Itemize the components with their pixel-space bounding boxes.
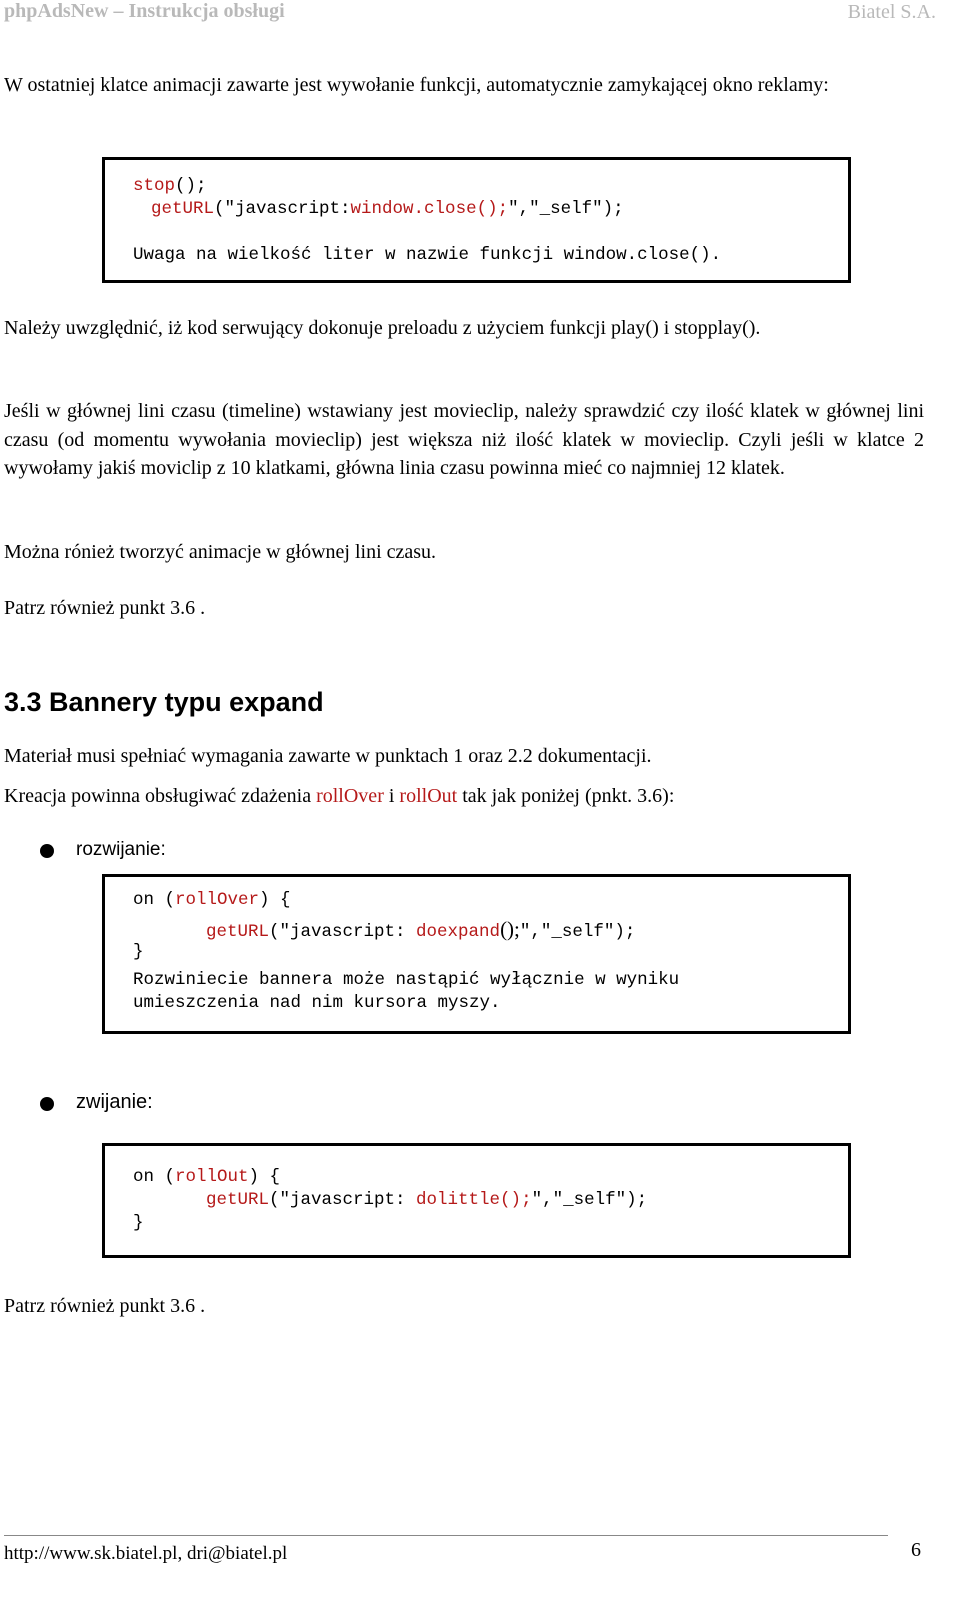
code-line-on-rollover: on (rollOver) { (133, 890, 291, 910)
timeline-paragraph: Jeśli w głównej lini czasu (timeline) wstawiany jest movieclip, należy sprawdzić czy ilość klatek w głównej lini czasu (od momentu wywołania movieclip) jest większa niż ilość klatek w movieclip. Czyli jeśli w klatce 2 wywołamy jakiś moviclip z 10 klatkami, główna linia czasu powinna mieć co najmniej 12 klatek. (4, 400, 924, 479)
expand-label: rozwijanie: (76, 839, 166, 860)
requirements-paragraph: Materiał musi spełniać wymagania zawarte w punktach 1 oraz 2.2 dokumentacji. (4, 745, 652, 767)
code-line-close-brace: } (133, 942, 144, 962)
stop-keyword: stop (133, 176, 176, 196)
expand-note-line1: Rozwiniecie bannera może nastąpić wyłącznie w wyniku (133, 970, 680, 990)
dolittle-call: dolittle(); (416, 1190, 532, 1210)
code-line-on-rollout: on (rollOut) { (133, 1167, 281, 1187)
expand-note-line2: umieszczenia nad nim kursora myszy. (133, 993, 501, 1013)
geturl-keyword: getURL (151, 199, 215, 219)
code-line-geturl-collapse: getURL("javascript: dolittle();","_self"); (206, 1190, 648, 1210)
document-title: phpAdsNew – Instrukcja obsługi (4, 0, 285, 22)
code-box-collapse (102, 1143, 851, 1258)
see-also-reference: Patrz również punkt 3.6 . (4, 1295, 206, 1317)
footer-contact: http://www.sk.biatel.pl, dri@biatel.pl (4, 1543, 288, 1564)
company-name: Biatel S.A. (847, 1, 936, 23)
code-line-geturl-expand: getURL("javascript: doexpand();","_self"); (206, 917, 636, 942)
animation-paragraph: Można rónież tworzyć animacje w głównej lini czasu. (4, 541, 437, 563)
case-sensitivity-note: Uwaga na wielkość liter w nazwie funkcji window.close(). (133, 245, 722, 265)
footer-divider (4, 1535, 888, 1536)
code-box-close (102, 157, 851, 283)
see-also-reference: Patrz również punkt 3.6 . (4, 597, 206, 619)
page-number: 6 (911, 1539, 921, 1561)
collapse-label: zwijanie: (76, 1091, 153, 1113)
events-paragraph: Kreacja powinna obsługiwać zdażenia rollOver i rollOut tak jak poniżej (pnkt. 3.6): (4, 785, 675, 807)
code-line-geturl: getURL("javascript:window.close();","_self"); (151, 199, 624, 219)
geturl-keyword: getURL (206, 922, 270, 942)
code-box-expand (102, 874, 851, 1034)
code-line-close-brace: } (133, 1213, 144, 1233)
rollout-term: rollOut (399, 785, 458, 807)
rollover-term: rollOver (316, 785, 384, 807)
window-close-call: window.close(); (350, 199, 509, 219)
preload-paragraph: Należy uwzględnić, iż kod serwujący dokonuje preloadu z użyciem funkcji play() i stopplay(). (4, 317, 761, 339)
doexpand-call: doexpand (416, 922, 501, 942)
rollout-event: rollOut (175, 1167, 249, 1187)
code-line-stop: stop(); (133, 176, 207, 196)
bullet-icon (40, 1097, 54, 1111)
section-heading: 3.3 Bannery typu expand (4, 687, 324, 717)
intro-paragraph: W ostatniej klatce animacji zawarte jest wywołanie funkcji, automatycznie zamykającej okno reklamy: (4, 74, 829, 96)
rollover-event: rollOver (175, 890, 260, 910)
geturl-keyword: getURL (206, 1190, 270, 1210)
bullet-icon (40, 844, 54, 858)
